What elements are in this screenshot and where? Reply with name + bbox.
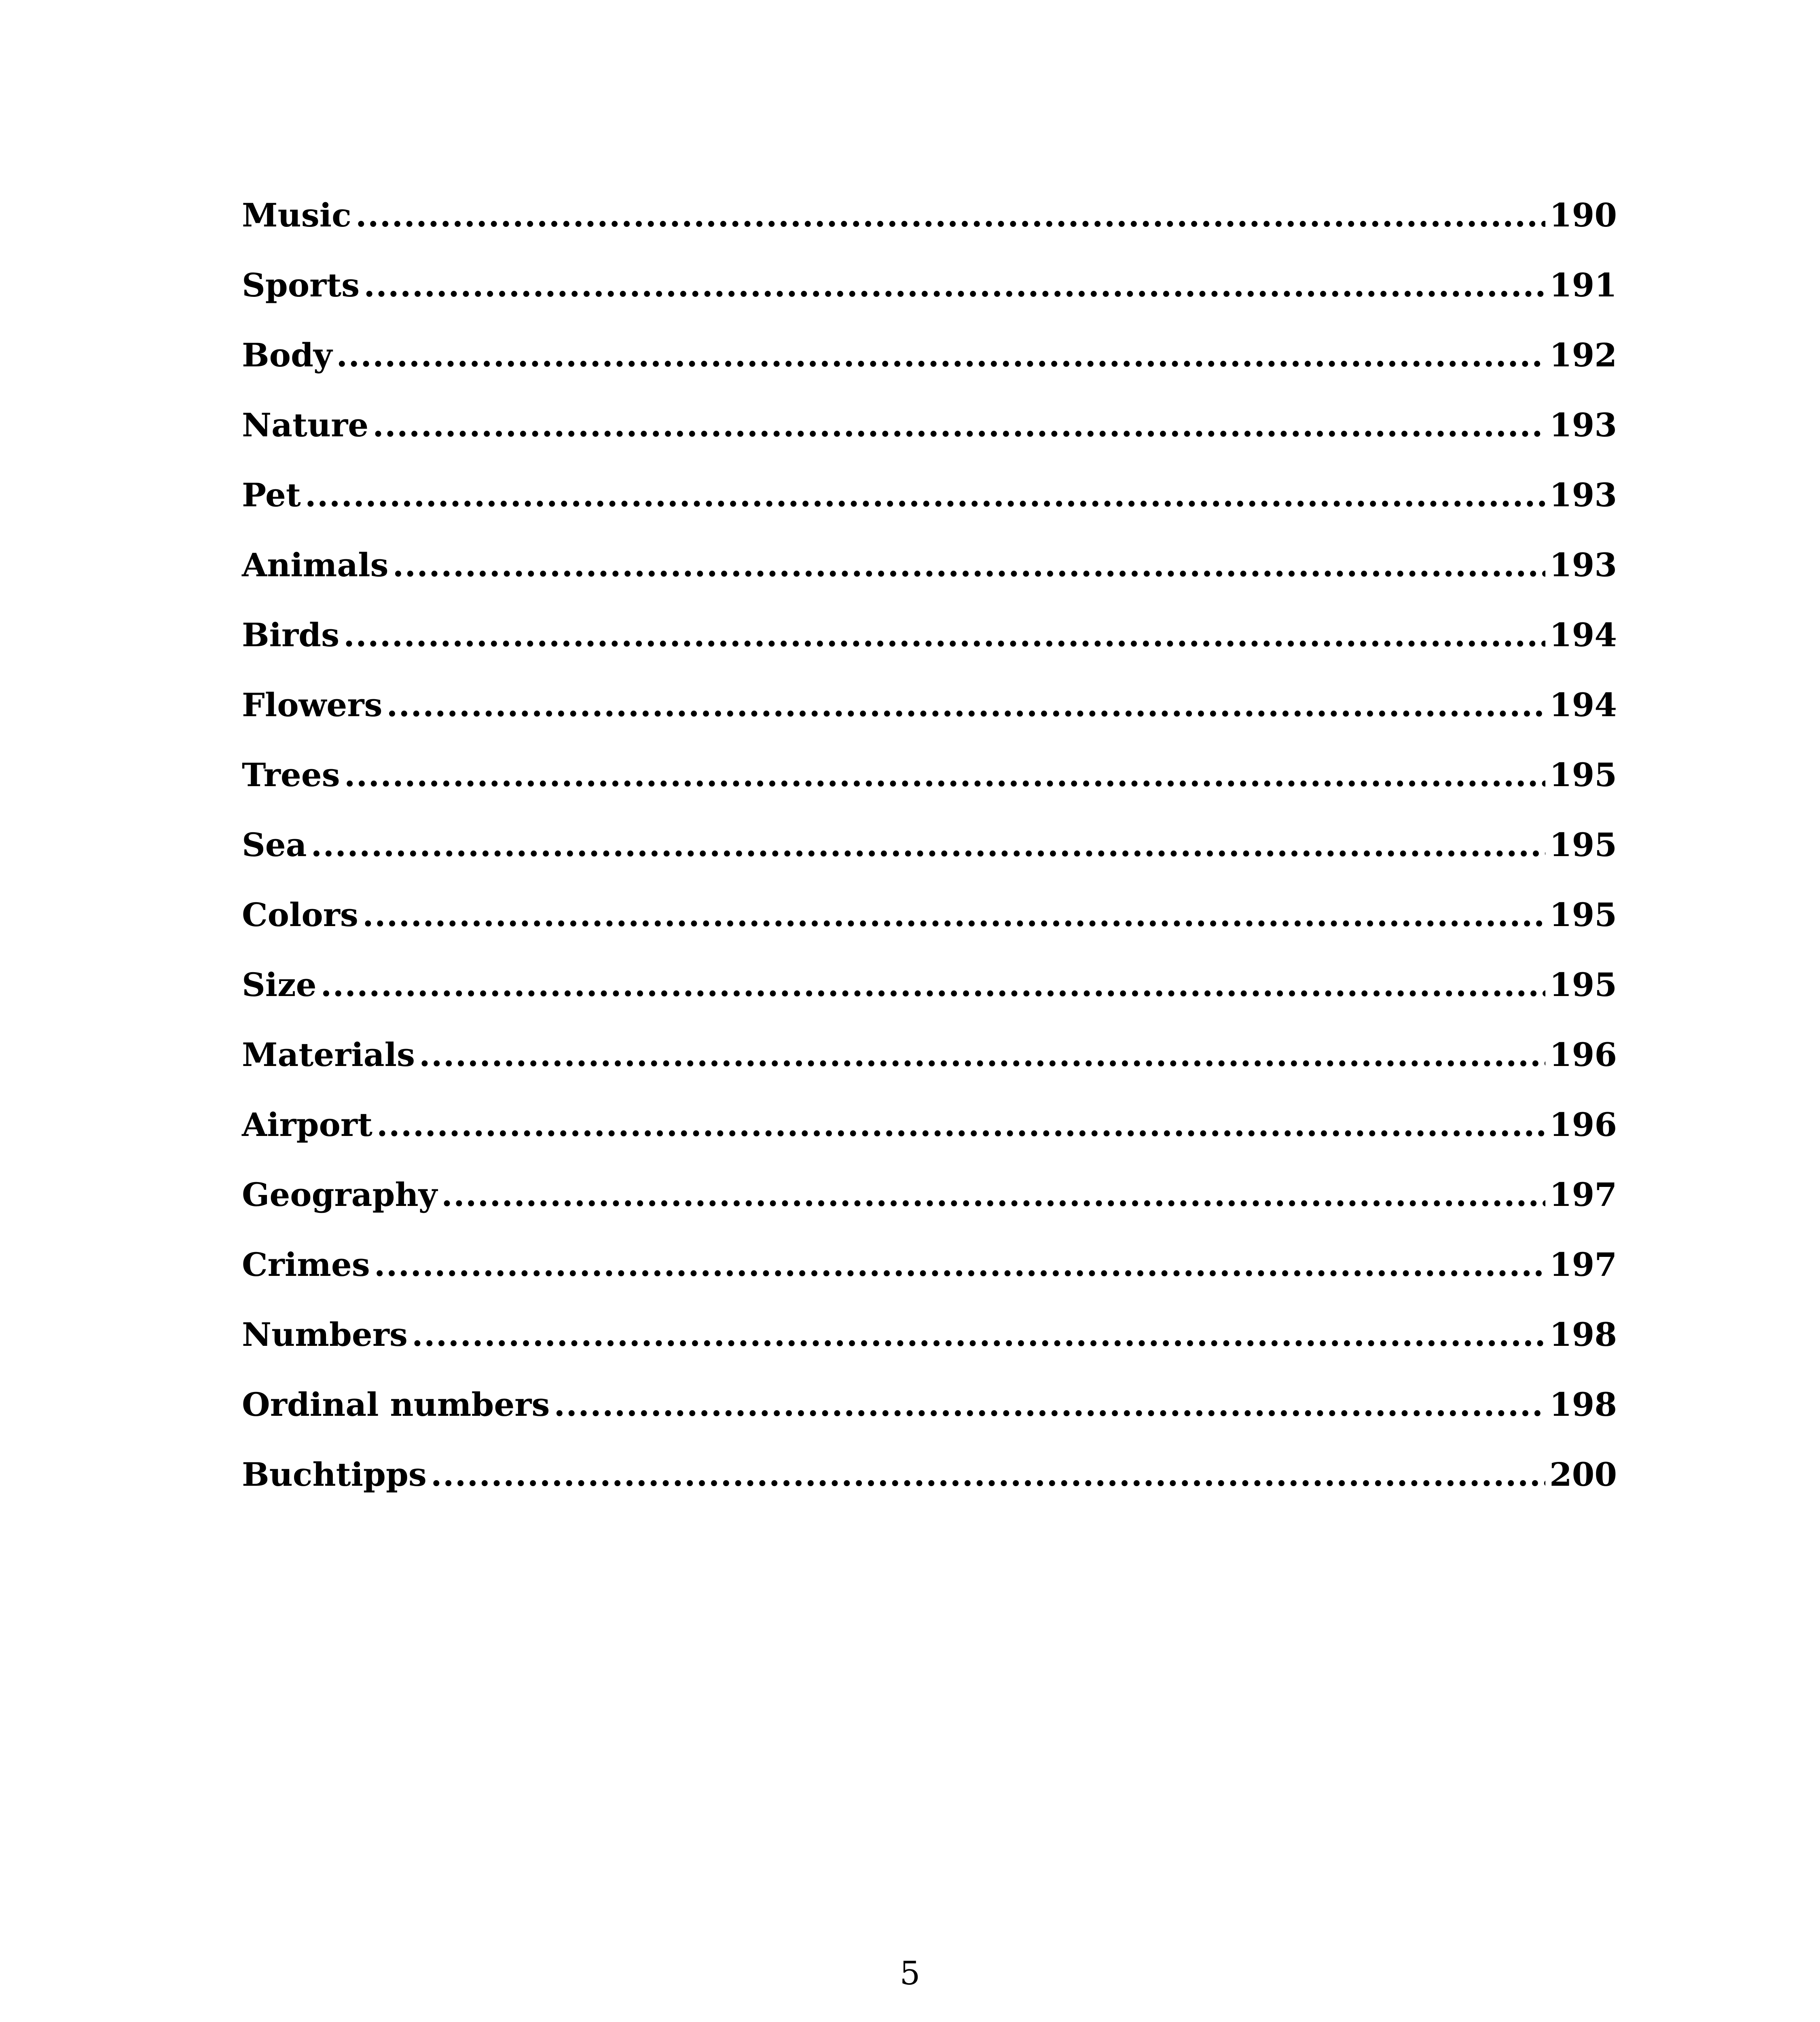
toc-entry-nature[interactable] (242, 405, 1617, 475)
toc-entry-label: Sports (242, 266, 360, 304)
toc-entry-page-number: 196 (1549, 1036, 1617, 1074)
toc-dot-leader (321, 964, 1546, 1005)
toc-entry-size[interactable] (242, 964, 1617, 1034)
toc-dot-leader (412, 1314, 1545, 1355)
toc-entry-page-number: 196 (1549, 1106, 1617, 1144)
toc-dot-leader (431, 1454, 1545, 1495)
toc-entry-page-number: 197 (1549, 1246, 1617, 1284)
toc-entry-page-number: 193 (1549, 476, 1617, 514)
toc-entry-sports[interactable] (242, 265, 1617, 335)
toc-entry-label: Geography (242, 1176, 438, 1214)
page-footer-number: 5 (899, 1954, 921, 1992)
toc-entry-pet[interactable] (242, 475, 1617, 545)
toc-entry-trees[interactable] (242, 755, 1617, 825)
toc-dot-leader (344, 755, 1545, 795)
toc-entry-page-number: 192 (1549, 336, 1617, 374)
toc-entry-label: Trees (242, 756, 340, 794)
toc-entry-page-number: 194 (1549, 616, 1617, 654)
toc-entry-label: Ordinal numbers (242, 1385, 550, 1423)
toc-entry-music[interactable] (242, 195, 1617, 265)
toc-dot-leader (554, 1384, 1545, 1425)
toc-entry-airport[interactable] (242, 1104, 1617, 1174)
toc-dot-leader (311, 825, 1545, 865)
toc-entry-page-number: 195 (1549, 826, 1617, 864)
table-of-contents (242, 195, 1617, 1524)
toc-entry-label: Sea (242, 826, 307, 864)
toc-dot-leader (387, 685, 1546, 725)
toc-dot-leader (393, 545, 1545, 585)
toc-dot-leader (336, 335, 1545, 375)
toc-entry-label: Body (242, 336, 332, 374)
toc-dot-leader (372, 405, 1545, 445)
toc-entry-page-number: 190 (1549, 196, 1617, 234)
toc-dot-leader (362, 895, 1545, 935)
toc-dot-leader (364, 265, 1545, 305)
toc-entry-label: Flowers (242, 686, 383, 724)
toc-entry-crimes[interactable] (242, 1244, 1617, 1314)
toc-entry-page-number: 194 (1549, 686, 1617, 724)
toc-entry-body[interactable] (242, 335, 1617, 405)
toc-entry-label: Nature (242, 406, 369, 444)
toc-entry-label: Buchtipps (242, 1455, 427, 1493)
toc-dot-leader (356, 195, 1545, 235)
toc-entry-page-number: 197 (1549, 1176, 1617, 1214)
toc-entry-page-number: 195 (1549, 966, 1617, 1004)
toc-entry-page-number: 193 (1549, 406, 1617, 444)
toc-dot-leader (441, 1174, 1545, 1215)
toc-dot-leader (374, 1244, 1545, 1285)
toc-entry-label: Animals (242, 546, 389, 584)
toc-entry-birds[interactable] (242, 615, 1617, 685)
toc-entry-flowers[interactable] (242, 685, 1617, 755)
toc-entry-label: Birds (242, 616, 340, 654)
toc-entry-label: Crimes (242, 1246, 370, 1284)
toc-entry-page-number: 198 (1549, 1316, 1617, 1354)
toc-entry-label: Numbers (242, 1316, 408, 1354)
toc-dot-leader (343, 615, 1545, 655)
toc-dot-leader (305, 475, 1545, 515)
toc-entry-page-number: 198 (1549, 1385, 1617, 1423)
toc-entry-page-number: 195 (1549, 756, 1617, 794)
toc-entry-label: Colors (242, 896, 358, 934)
toc-entry-label: Pet (242, 476, 301, 514)
toc-entry-colors[interactable] (242, 895, 1617, 964)
toc-entry-animals[interactable] (242, 545, 1617, 615)
toc-entry-materials[interactable] (242, 1034, 1617, 1104)
toc-entry-page-number: 191 (1549, 266, 1617, 304)
toc-entry-label: Music (242, 196, 351, 234)
toc-entry-label: Airport (242, 1106, 373, 1144)
toc-entry-numbers[interactable] (242, 1314, 1617, 1384)
toc-dot-leader (419, 1034, 1545, 1075)
toc-entry-label: Size (242, 966, 317, 1004)
toc-entry-sea[interactable] (242, 825, 1617, 895)
toc-entry-label: Materials (242, 1036, 415, 1074)
toc-entry-geography[interactable] (242, 1174, 1617, 1244)
toc-entry-page-number: 193 (1549, 546, 1617, 584)
toc-dot-leader (377, 1104, 1545, 1145)
toc-entry-buchtipps[interactable] (242, 1454, 1617, 1524)
toc-entry-page-number: 200 (1549, 1455, 1617, 1493)
toc-entry-ordinal-numbers[interactable] (242, 1384, 1617, 1454)
toc-entry-page-number: 195 (1549, 896, 1617, 934)
